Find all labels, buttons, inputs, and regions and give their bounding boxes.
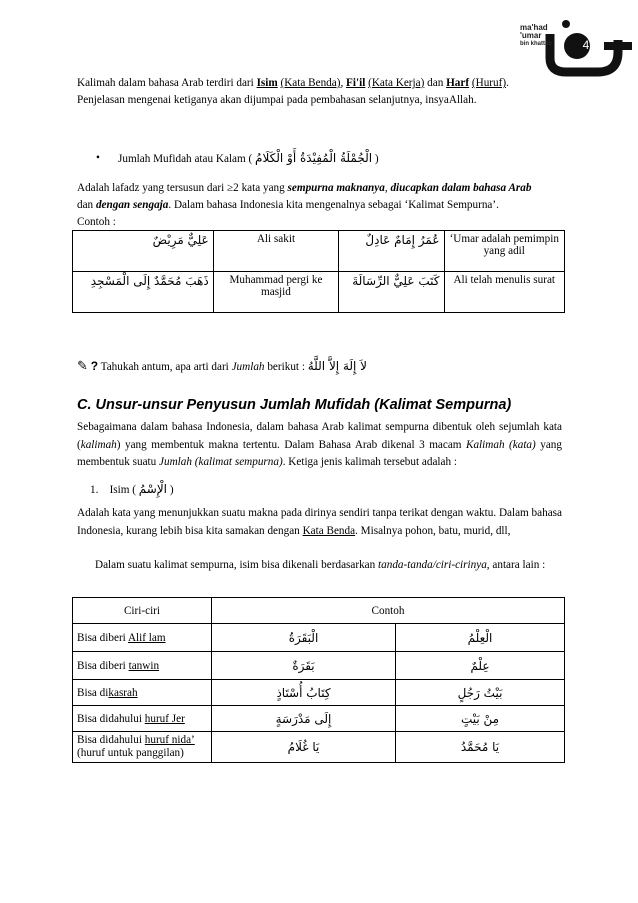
harf-term: Harf — [446, 77, 470, 89]
contoh-cell: بَيْتُ رَجُلٍ — [396, 680, 565, 706]
bullet-dot: • — [96, 152, 100, 164]
contoh-cell: الْبَقَرَةُ — [212, 624, 396, 652]
kata-benda-term: Kata Benda — [302, 524, 356, 537]
example-arabic: كَتَبَ عَلِيٌّ الرِّسَالَةَ — [339, 272, 444, 313]
example-table — [72, 230, 565, 313]
table-header-row — [73, 598, 565, 624]
ciri-cell: Bisa diberi tanwin — [73, 652, 212, 680]
arabic-jumlah-mufidah: الْجُمْلَةُ الْمُفِيْدَةُ أَوْ الْكَلَامُ — [255, 151, 373, 165]
ciri-cell: Bisa dikasrah — [73, 680, 212, 706]
fiil-term: Fi'il — [346, 77, 366, 89]
question-line: ✎ ? Tahukah antum, apa arti dari Jumlah berikut : لاَ إِلَهَ إِلاَّ اللَّهُ — [77, 359, 368, 374]
column-header-ciri: Ciri-ciri — [73, 598, 212, 624]
contoh-cell: يَا غُلَامُ — [212, 732, 396, 763]
contoh-cell: إِلَى مَدْرَسَةٍ — [212, 706, 396, 732]
table-row — [73, 680, 565, 706]
table-row — [73, 732, 565, 763]
contoh-cell: عِلْمٌ — [396, 652, 565, 680]
arabic-tahlil: لاَ إِلَهَ إِلاَّ اللَّهُ — [307, 359, 368, 373]
contoh-label: Contoh : — [77, 216, 116, 228]
logo-line3: bin khattab — [520, 41, 553, 47]
example-translation: Ali sakit — [213, 231, 339, 272]
list-item-isim: 1. Isim ( الْإِسْمُ ) — [90, 482, 174, 496]
ciri-cell: Bisa didahului huruf Jer — [73, 706, 212, 732]
paragraph-isim-definition: Adalah kata yang menunjukkan suatu makna pada dirinya sendiri tanpa terikat dengan waktu. Dalam bahasa Indonesia, kurang lebih bisa kita samakan dengan Kata Benda. Misalnya pohon, batu, murid, dll, — [77, 507, 562, 537]
contoh-cell: الْعِلْمُ — [396, 624, 565, 652]
example-arabic: ذَهَبَ مُحَمَّدٌ إِلَى الْمَسْجِدِ — [73, 272, 214, 313]
logo-line1: ma'had — [520, 23, 548, 32]
table-row — [73, 706, 565, 732]
table-row — [73, 624, 565, 652]
table-row — [73, 272, 565, 313]
contoh-cell: كِتَابُ أُسْتَاذٍ — [212, 680, 396, 706]
table-row — [73, 652, 565, 680]
arabic-isim: الْإِسْمُ — [138, 482, 168, 496]
question-mark: ? — [90, 359, 99, 373]
paragraph-kalimah: Sebagaimana dalam bahasa Indonesia, dalam bahasa Arab kalimat sempurna dibentuk oleh sejumlah kata (kalimah) yang membentuk makna tertentu. Dalam Bahasa Arab dikenal 3 macam Kalimah (kata) yang membentuk suatu Jumlah (kalimat sempurna). Ketiga jenis kalimah tersebut adalah : — [77, 421, 562, 468]
table-row — [73, 231, 565, 272]
example-translation: Muhammad pergi ke masjid — [213, 272, 339, 313]
section-heading: C. Unsur-unsur Penyusun Jumlah Mufidah (Kalimat Sempurna) — [77, 397, 512, 413]
example-translation: Ali telah menulis surat — [444, 272, 565, 313]
ciri-cell: Bisa diberi Alif lam — [73, 624, 212, 652]
page-number: 4 — [582, 38, 590, 52]
definition-paragraph: Adalah lafadz yang tersusun dari ≥2 kata yang sempurna maknanya, diucapkan dalam bahasa Arab dan dengan sengaja. Dalam bahasa Indonesia kita mengenalnya sebagai ‘Kalimat Sempurna’. Contoh : — [77, 182, 532, 228]
example-arabic: عَلِيٌّ مَرِيْضٌ — [73, 231, 214, 272]
example-arabic: عُمَرُ إِمَامٌ عَادِلٌ — [339, 231, 444, 272]
column-header-contoh: Contoh — [212, 598, 565, 624]
paragraph-ciri: Dalam suatu kalimat sempurna, isim bisa dikenali berdasarkan tanda-tanda/ciri-cirinya, antara lain : — [95, 559, 546, 571]
ciri-cell: Bisa didahului huruf nida’ (huruf untuk panggilan) — [73, 732, 212, 763]
contoh-cell: مِنْ بَيْتٍ — [396, 706, 565, 732]
logo-line2: 'umar — [520, 31, 542, 40]
example-translation: ‘Umar adalah pemimpin yang adil — [444, 231, 565, 272]
intro-paragraph: Kalimah dalam bahasa Arab terdiri dari Isim (Kata Benda), Fi'il (Kata Kerja) dan Harf (Huruf). Penjelasan mengenai ketiganya akan dijumpai pada pembahasan selanjutnya, insyaAllah. — [77, 77, 509, 106]
contoh-cell: يَا مُحَمَّدُ — [396, 732, 565, 763]
pencil-icon: ✎ — [77, 359, 88, 374]
isim-term: Isim — [256, 77, 278, 89]
ciri-table — [72, 597, 565, 763]
logo — [520, 6, 635, 78]
contoh-cell: بَقَرَةٌ — [212, 652, 396, 680]
